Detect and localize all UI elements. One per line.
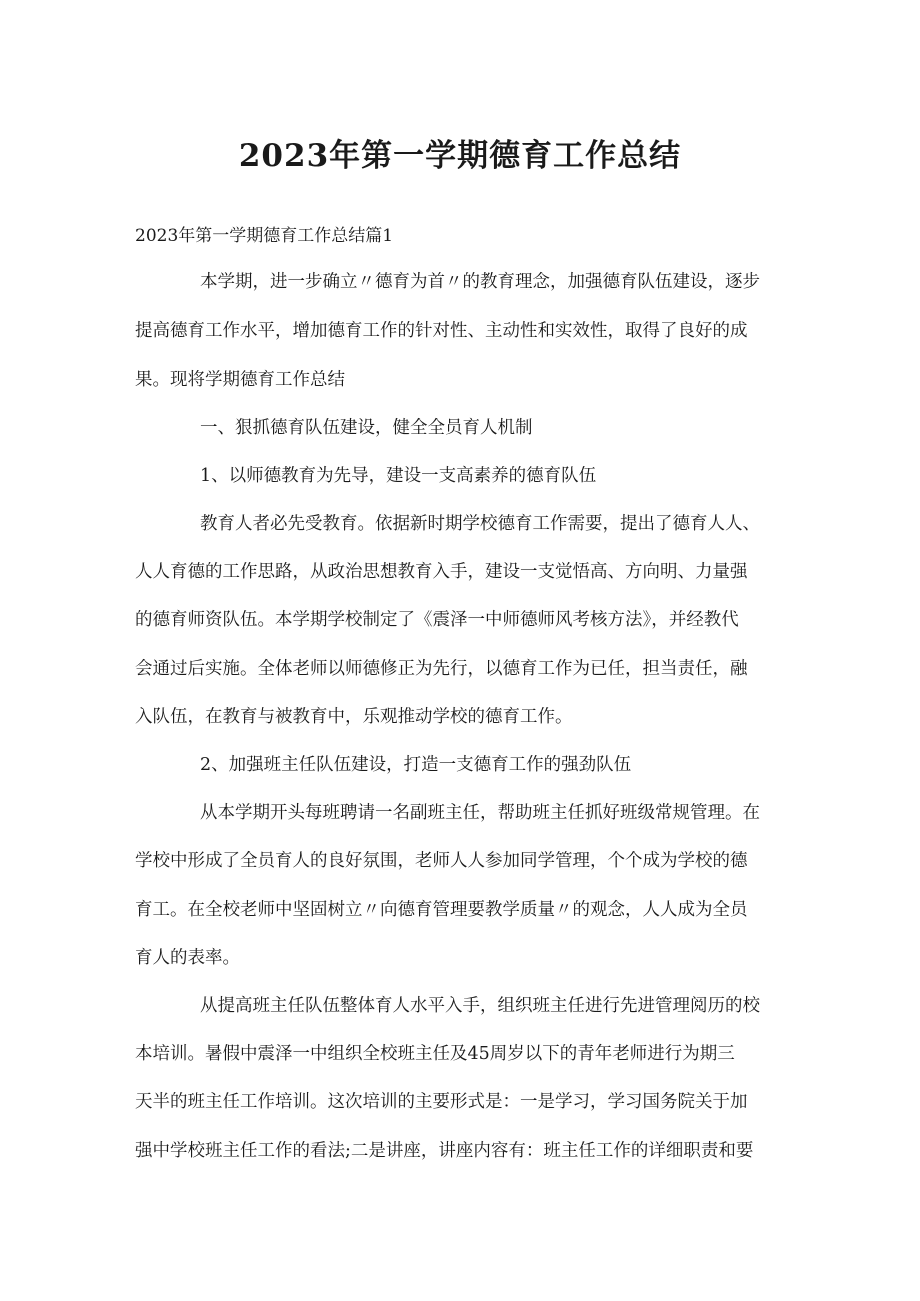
paragraph-line: 人人育德的工作思路，从政治思想教育入手，建设一支觉悟高、方向明、力量强 xyxy=(135,562,748,582)
section-heading: 一、狠抓德育队伍建设，健全全员育人机制 xyxy=(200,418,533,438)
document-title: 2023年第一学期德育工作总结 xyxy=(238,138,682,174)
paragraph-line: 育工。在全校老师中坚固树立〃向德育管理要教学质量〃的观念，人人成为全员 xyxy=(135,900,748,920)
paragraph-line: 的德育师资队伍。本学期学校制定了《震泽一中师德师风考核方法》，并经教代 xyxy=(135,610,739,630)
paragraph-line: 本学期，进一步确立〃德育为首〃的教育理念，加强德育队伍建设，逐步 xyxy=(200,272,760,292)
paragraph-line: 果。现将学期德育工作总结 xyxy=(135,370,345,390)
paragraph-line: 天半的班主任工作培训。这次培训的主要形式是：一是学习，学习国务院关于加 xyxy=(135,1092,748,1112)
paragraph-line: 会通过后实施。全体老师以师德修正为先行，以德育工作为已任，担当责任，融 xyxy=(135,659,748,679)
paragraph-line: 本培训。暑假中震泽一中组织全校班主任及45周岁以下的青年老师进行为期三 xyxy=(135,1044,735,1064)
paragraph-line: 育人的表率。 xyxy=(135,948,240,968)
paragraph-line: 学校中形成了全员育人的良好氛围，老师人人参加同学管理，个个成为学校的德 xyxy=(135,851,748,871)
subsection-heading: 2、加强班主任队伍建设，打造一支德育工作的强劲队伍 xyxy=(200,755,632,775)
paragraph-line: 入队伍，在教育与被教育中，乐观推动学校的德育工作。 xyxy=(135,707,573,727)
paragraph-line: 强中学校班主任工作的看法;二是讲座，讲座内容有：班主任工作的详细职责和要 xyxy=(135,1141,754,1161)
paragraph-line: 从本学期开头每班聘请一名副班主任，帮助班主任抓好班级常规管理。在 xyxy=(200,803,760,823)
paragraph-line: 提高德育工作水平，增加德育工作的针对性、主动性和实效性，取得了良好的成 xyxy=(135,321,748,341)
section-heading: 2023年第一学期德育工作总结篇1 xyxy=(135,226,394,246)
subsection-heading: 1、以师德教育为先导，建设一支高素养的德育队伍 xyxy=(200,466,597,486)
paragraph-line: 教育人者必先受教育。依据新时期学校德育工作需要，提出了德育人人、 xyxy=(200,514,760,534)
paragraph-line: 从提高班主任队伍整体育人水平入手，组织班主任进行先进管理阅历的校 xyxy=(200,996,760,1016)
